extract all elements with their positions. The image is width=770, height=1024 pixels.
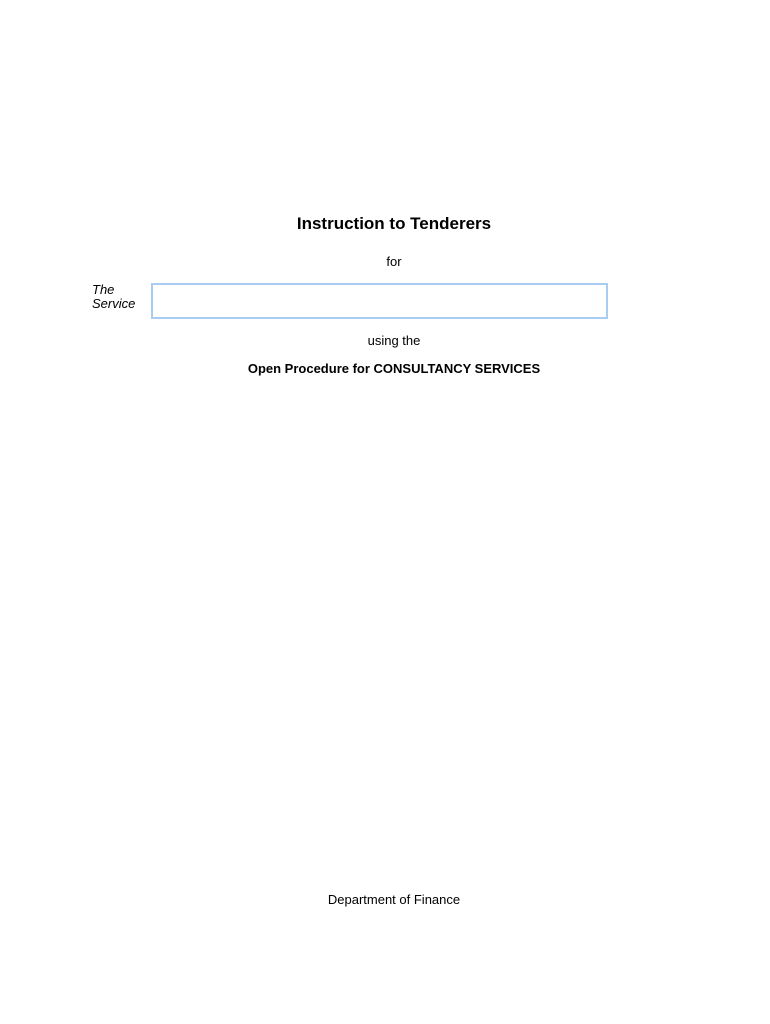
using-text: using the: [367, 333, 421, 348]
procedure-title: Open Procedure for CONSULTANCY SERVICES: [247, 361, 541, 376]
service-label-line2: Service: [92, 296, 136, 311]
service-label-line1: The: [92, 282, 115, 297]
department-name: Department of Finance: [327, 892, 461, 907]
for-text: for: [386, 254, 402, 269]
service-input[interactable]: [151, 283, 608, 319]
document-title: Instruction to Tenderers: [296, 214, 492, 233]
service-label: [92, 283, 135, 311]
